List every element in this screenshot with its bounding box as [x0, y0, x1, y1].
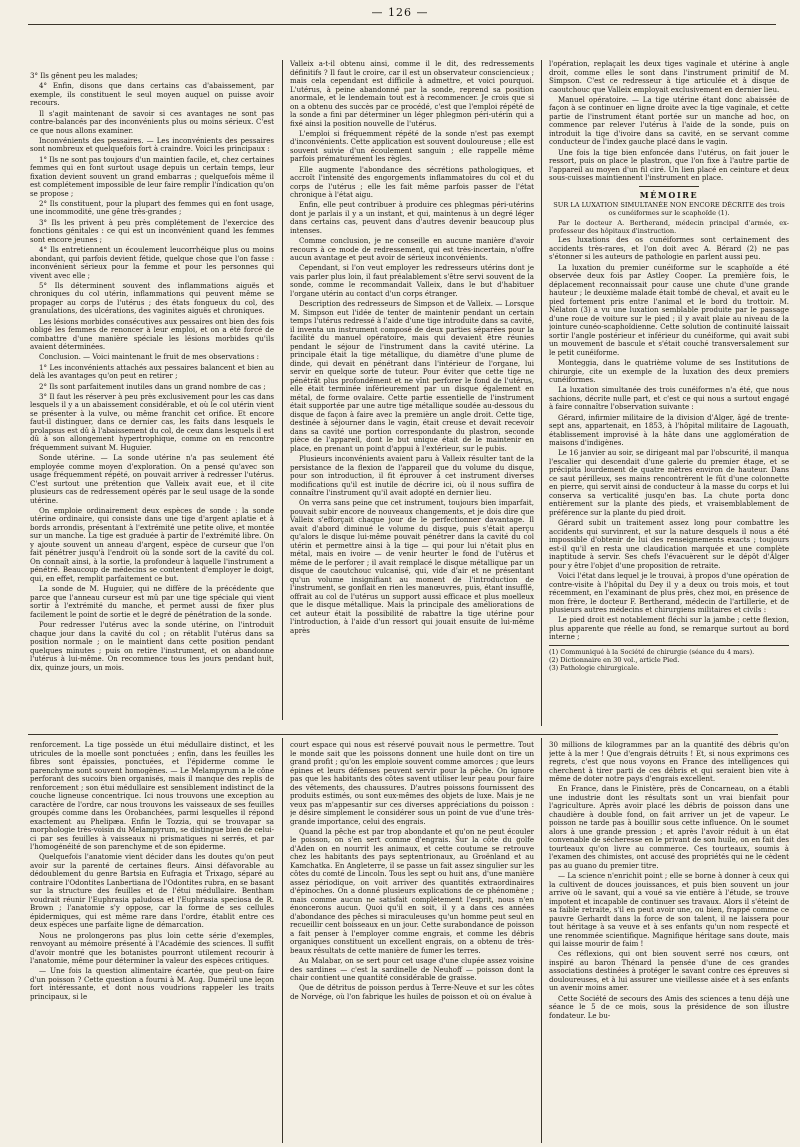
paragraph: Sonde utérine. — La sonde utérine n'a pas seulement été employée comme moyen d'exploration. On a pensé qu'avec son usage fréquemment répété, on pouvait arriver à redresser l'utérus. C'est surtout une prétention que Valleix avait eue, et il cite plusieurs cas de redressement opérés par le seul usage de la sonde utérine.: [30, 453, 274, 505]
paragraph: La luxation du premier cunéiforme sur le scaphoïde a été observée deux fois par Astley Cooper. La première fois, le déplacement reconnaissait pour cause une chute d'une grande hauteur ; le deuxième malade était tombé de cheval, et avait eu le pied fortement pris entre l'animal et le bord du trottoir. M. Nélaton (3) a vu une luxation semblable produite par le passage d'une roue de voiture sur le pied ; il y avait plaie au niveau de la jointure cunéo-scaphoïdienne. Cette solution de continuité laissait sortir l'angle postérieur et inférieur du cunéiforme, qui avait subi un mouvement de bascule et s'était couché transversalement sur le petit cunéiforme.: [549, 262, 789, 357]
paragraph: court espace qui nous est réservé pouvait nous le permettre. Tout le monde sait que les poissons donnent une huile dont on tire un grand profit ; qu'on les emploie souvent comme amorces ; que leurs épines et leurs défenses peuvent servir pour la pêche. On ignore pas que les habitants des côtes savent utiliser leur peau pour faire des vêtements, des chaussures. D'autres poissons fournissent des produits estimés, ou sont eux-mêmes des objets de luxe. Mais je ne veux pas m'appesantir sur ces diverses appréciations du poisson : je désire simplement le considérer sous un point de vue d'une très-grande importance, celui des engrais.: [290, 741, 534, 826]
header-rule: [28, 24, 776, 25]
paragraph: 30 millions de kilogrammes par an la quantité des débris qu'on jette à la mer ! Que d'engrais détruits ! Et, si nous exprimons ces regrets, c'est que nous voyons en France des intelligences qui cherchent à tirer parti de ces débris et qui seraient bien vite à même de doter notre pays d'engrais excellent.: [549, 741, 789, 783]
paragraph: Les luxations des os cunéiformes sont certainement des accidents très-rares, et l'on doit avec A. Bérard (2) ne pas s'étonner si les auteurs de pathologie en parlent aussi peu.: [549, 235, 789, 262]
column-1: [30, 72, 274, 714]
paragraph: Une fois la tige bien enfoncée dans l'utérus, on fait jouer le ressort, puis on place le plastron, que l'on fixe à l'autre partie de l'appareil au moyen d'un fil ciré. Un lien placé en ceinture et deux sous-cuisses maintiennent l'instrument en place.: [549, 147, 789, 183]
paragraph: En France, dans le Finistère, près de Concarneau, on a établi une industrie dont les résultats sont un vrai bienfait pour l'agriculture. Après avoir placé les débris de poisson dans une chaudière à double fond, on fait arriver un jet de vapeur. Le poisson ne tarde pas à bouillir sous cette influence. On le soumet alors à une grande pression ; et après l'avoir réduit à un état convenable de sécheresse en le privant de son huile, on en fait des tourteaux qu'on livre au commerce. Ces tourteaux, soumis à l'examen des chimistes, ont accusé des propriétés qui ne le cèdent pas au guano du premier titre.: [549, 784, 789, 870]
memoir-heading: MÉMOIRE: [639, 189, 699, 200]
column-3-intro: [549, 60, 789, 183]
section-divider: [28, 734, 778, 735]
paragraph: Le pied droit est notablement fléchi sur la jambe ; cette flexion, plus apparente que réelle au fond, se remarque surtout au bord interne ;: [549, 615, 789, 642]
paragraph: Cette Société de secours des Amis des sciences a tenu déjà une séance le 5 de ce mois, sous la présidence de son illustre fondateur. Le bu-: [549, 993, 789, 1020]
paragraph: 2° Ils sont parfaitement inutiles dans un grand nombre de cas ;: [39, 381, 266, 391]
footnote: (3) Pathologie chirurgicale.: [549, 663, 640, 672]
paragraph: On emploie ordinairement deux espèces de sonde : la sonde utérine ordinaire, qui consiste dans une tige d'argent aplatie et à bords arrondis, présentant à l'extrémité une petite olive, et montée sur un manche. La tige est graduée à partir de l'extrémité libre. On y ajoute souvent un anneau d'argent, espèce de curseur que l'on fait pénétrer jusqu'à l'endroit où la sonde sort de la cavité du col. On connaît ainsi, à la sortie, la profondeur à laquelle l'instrument a pénétré. Beaucoup de médecins se contentent d'employer le doigt, qui, en effet, remplit parfaitement ce but.: [30, 505, 274, 583]
footnote: (2) Dictionnaire en 30 vol., article Pied.: [549, 655, 680, 664]
paragraph: 3° Ils les privent à peu près complétement de l'exercice des fonctions génitales : ce qui est un inconvénient quand les femmes sont encore jeunes ;: [30, 217, 274, 244]
footnotes: [549, 648, 789, 672]
lower-column-1: [30, 741, 274, 1143]
paragraph: 4° Ils entretiennent un écoulement leucorrhéique plus ou moins abondant, qui parfois devient fétide, quelque chose que l'on fasse : inconvénient sérieux pour la femme et pour les personnes qui vivent avec elle ;: [30, 245, 274, 280]
paragraph: Valleix a-t-il obtenu ainsi, comme il le dit, des redressements définitifs ? Il faut le croire, car il est un observateur consciencieux ; mais cela cependant est difficile à admettre, et voici pourquoi. L'utérus, à peine abandonné par la sonde, reprend sa position anormale, et le lendemain tout est à recommencer. Je crois que si on a obtenu des succès par ce procédé, c'est que l'emploi répété de la sonde a fini par déterminer un léger phlegmon péri-utérin qui a fixé ainsi la position nouvelle de l'utérus.: [290, 60, 534, 128]
lower-column-rule-1: [282, 738, 283, 1143]
paragraph: 1° Ils ne sont pas toujours d'un maintien facile, et, chez certaines femmes qui en font surtout usage depuis un certain temps, leur fixation devient souvent un grand embarras ; quelquefois même il est complétement impossible de leur faire remplir l'indication qu'on se propose ;: [30, 154, 274, 198]
paragraph: Nous ne prolongerons pas plus loin cette série d'exemples, renvoyant au mémoire présenté à l'Académie des sciences. Il suffit d'avoir montré que les botanistes pourront utilement recourir à l'anatomie, même pour déterminer la valeur des espèces critiques.: [30, 930, 274, 966]
column-2: [290, 60, 534, 724]
paragraph: La sonde de M. Huguier, qui ne diffère de la précédente que parce que l'anneau curseur est mû par une tige spéciale qui vient sortir à l'extrémité du manche, et permet aussi de fixer plus facilement le point de sortie et le degré de pénétration de la sonde.: [30, 584, 274, 619]
paragraph: Quelquefois l'anatomie vient décider dans les doutes qu'on peut avoir sur la parenté de certaines fleurs. Ainsi défavorable au dédoublement du genre Bartsia en Eufragia et Trixago, séparé au contraire l'Odontites Lanbertiana de l'Odontites rubra, en se basant sur la structure des feuilles et de l'étui médullaire. Bentham voudrait réunir l'Euphrasia paludosa et l'Euphrasia speciosa de R. Brown ; l'anatomie s'y oppose, car la forme de ses cellules épidermiques, qui est même rare dans l'ordre, établit entre ces deux espèces une parfaite ligne de démarcation.: [30, 852, 274, 930]
paragraph: Plusieurs inconvénients avaient paru à Valleix résulter tant de la persistance de la flexion de l'appareil que du volume du disque, pour son introduction, il fit éprouver à cet instrument diverses modifications qu'il est inutile de décrire ici, où il nous suffira de connaître l'instrument qu'il avait adopté en dernier lieu.: [290, 454, 534, 498]
paragraph: Quand la pêche est par trop abondante et qu'on ne peut écouler le poisson, on s'en sert comme d'engrais. Sur la côte du golfe d'Aden on en nourrit les animaux, et cette coutume se retrouve chez les habitants des pays septentrionaux, au Groënland et au Kamchatka. En Angleterre, il se passe un fait assez singulier sur les côtes du comté de Lincoln. Tous les sept ou huit ans, d'une manière assez périodique, on voit arriver des quantités extraordinaires d'épinoches. On a donné plusieurs explications de ce phénomène ; mais comme aucun ne satisfait complètement l'esprit, nous n'en énoncerons aucun. Quoi qu'il en soit, il y a dans ces années d'abondance des pêches si miraculeuses qu'un homme peut seul en recueillir cent boisseaux en un jour. Cette surabondance de poisson a fait penser à l'employer comme engrais, et comme les débris organiques constituent un excellent engrais, on a obtenu de très-beaux résultats de cette manière de fumer les terres.: [290, 826, 534, 955]
paragraph: — Une fois la question alimentaire écartée, que peut-on faire d'un poisson ? Cette question a fourni à M. Aug. Duméril une leçon fort intéressante, et dont nous voudrions rappeler les traits principaux, si le: [30, 966, 274, 1001]
paragraph: l'opération, replaçait les deux tiges vaginale et utérine à angle droit, comme elles le sont dans l'instrument primitif de M. Simpson. C'est ce redresseur à tige articulée et à disque de caoutchouc que Valleix employait exclusivement en dernier lieu.: [549, 60, 789, 94]
paragraph: — La science n'enrichit point ; elle se borne à donner à ceux qui la cultivent de douces jouissances, et puis bien souvent un jour arrive où le savant, qui a voué sa vie entière à l'étude, se trouve impotent et incapable de continuer ses travaux. Alors il s'éteint de sa faible retraite, s'il en peut avoir une, ou bien, frappé comme ce pauvre Gerhardt dans la force de son talent, il ne laissera pour tout héritage à sa veuve et à ses enfants qu'un nom respecté et une renommée scientifique. Magnifique héritage sans doute, mais qui laisse mourir de faim !: [549, 871, 789, 949]
paragraph: Elle augmente l'abondance des sécrétions pathologiques, et accroît l'intensité des engorgements inflammatoires du col et du corps de l'utérus ; elle les fait même parfois passer de l'état chronique à l'état aigu.: [290, 164, 534, 200]
column-rule-1: [282, 60, 283, 720]
paragraph: On verra sans peine que cet instrument, toujours bien imparfait, pouvait subir encore de nouveaux changements, et je dois dire que Valleix s'efforçait chaque jour de le perfectionner davantage. Il avait d'abord diminué le volume du disque, puis s'était aperçu qu'alors le disque lui-même pouvait pénétrer dans la cavité du col utérin et permettre ainsi à la tige — qui pour lui n'était plus en métal, mais en ivoire — de venir heurter le fond de l'utérus et même de le perforer ; il avait remplacé le disque métallique par un disque de caoutchouc vulcanisé, qui, vide d'air et ne présentant qu'un volume insignifiant au moment de l'introduction de l'instrument, se gonflait en rien les manœuvres, puis, étant insufflé, offrait au col de l'utérus un support aussi efficace et plus moelleux que le disque métallique. Mais la principale des améliorations de cet auteur était la possibilité de rabattre la tige utérine pour l'introduction, à l'aide d'un ressort qui jouait ensuite de lui-même après: [290, 498, 534, 635]
paragraph: Manuel opératoire. — La tige utérine étant donc abaissée de façon à se continuer en ligne droite avec la tige vaginale, et cette partie de l'instrument étant portée sur un manche ad hoc, on commence par relever l'utérus à l'aide de la sonde, puis on introduit la tige d'ivoire dans sa cavité, en se servant comme conducteur de l'index gauche placé dans le vagin.: [549, 94, 789, 147]
paragraph: 1° Les inconvénients attachés aux pessaires balancent et bien au delà les avantages qu'on peut en retirer ;: [30, 362, 274, 381]
paragraph: Gérard, infirmier militaire de la division d'Alger, âgé de trente-sept ans, appartenait, en 1853, à l'hôpital militaire de Lagouath, établissement improvisé à la hâte dans une agglomération de maisons d'indigènes.: [549, 412, 789, 448]
paragraph: Enfin, elle peut contribuer à produire ces phlegmas péri-utérins dont je parlais il y a un instant, et qui, maintenus à un degré léger dans certains cas, peuvent dans d'autres devenir beaucoup plus intenses.: [290, 200, 534, 235]
paragraph: 3° Ils gênent peu les malades;: [30, 72, 138, 80]
paragraph: 4° Enfin, disons que dans certains cas d'abaissement, par exemple, ils constituent le seul moyen auquel on puisse avoir recours.: [30, 81, 274, 108]
paragraph: Que de détritus de poisson perdus à Terre-Neuve et sur les côtes de Norvége, où l'on fabrique les huiles de poisson et où on évalue à: [290, 983, 534, 1001]
paragraph: Les lésions morbides consécutives aux pessaires ont bien des fois obligé les femmes de renoncer à leur emploi, et on a été forcé de combattre d'une manière spéciale les lésions morbides qu'ils avaient déterminées.: [30, 316, 274, 352]
section-rule: [639, 186, 699, 187]
paragraph: Inconvénients des pessaires. — Les inconvénients des pessaires sont nombreux et quelquefois fort à craindre. Voici les principaux :: [30, 135, 274, 154]
column-3-memoir-body: [549, 236, 789, 641]
paragraph: Cependant, si l'on veut employer les redresseurs utérins dont je vais parler plus loin, il faut préalablement s'être servi souvent de la sonde, comme le recommandait Valleix, dans le but d'habituer l'organe utérin au contact d'un corps étranger.: [290, 263, 534, 298]
paragraph: Au Malabar, on se sert pour cet usage d'une clupée assez voisine des sardines — c'est la sardinelle de Neuhoff — poisson dont la chair contient une quantité considérable de graisse.: [290, 956, 534, 983]
paragraph: L'emploi si fréquemment répété de la sonde n'est pas exempt d'inconvénients. Cette application est souvent douloureuse ; elle est souvent suivie d'un écoulement sanguin ; elle rappelle même parfois prématurément les règles.: [290, 128, 534, 164]
memoir-subtitle: SUR LA LUXATION SIMULTANÉE NON ENCORE DÉCRITE des trois os cunéiformes sur le scaphoïde (1).: [553, 200, 785, 217]
paragraph: Conclusion. — Voici maintenant le fruit de mes observations :: [39, 352, 260, 362]
paragraph: La luxation simultanée des trois cunéiformes n'a été, que nous sachions, décrite nulle part, et c'est ce qui nous a surtout engagé à faire connaître l'observation suivante :: [549, 385, 789, 412]
column-rule-2: [541, 60, 542, 726]
paragraph: 5° Ils déterminent souvent des inflammations aiguës et chroniques du col utérin, inflammations qui peuvent même se propager au corps de l'utérus ; des états fongueux du col, des granulations, des ulcérations, des vaginites aiguës et chroniques.: [30, 280, 274, 316]
paragraph: 2° Ils constituent, pour la plupart des femmes qui en font usage, une incommodité, une gêne très-grandes ;: [30, 198, 274, 217]
paragraph: Ces réflexions, qui ont bien souvent serré nos cœurs, ont inspiré au baron Thénard la pensée d'une de ces grandes associations destinées à protéger le savant contre ces épreuves si douloureuses, et à lui assurer une vieillesse aisée et à ses enfants un avenir moins amer.: [549, 949, 789, 993]
lower-column-rule-2: [541, 738, 542, 1143]
footnote: (1) Communiqué à la Société de chirurgie (séance du 4 mars).: [549, 647, 755, 656]
lower-column-3: [549, 741, 789, 1143]
lower-column-2: [290, 741, 534, 1143]
page-number: — 126 —: [371, 6, 429, 19]
paragraph: 3° Il faut les réserver à peu près exclusivement pour les cas dans lesquels il y a un abaissement considérable, et où le col utérin vient se présenter à la vulve, ou même franchit cet orifice. Et encore faut-il distinguer, dans ce dernier cas, les faits dans lesquels le prolapsus est dû à l'abaissement du col, de ceux dans lesquels il est dû à son allongement hypertrophique, comme on en rencontre fréquemment suivant M. Huguier.: [30, 391, 274, 452]
footnote-rule: [549, 645, 789, 646]
memoir-author: Par le docteur A. Bertherand, médecin principal d'armée, ex-professeur des hôpitaux d'instruction.: [549, 218, 789, 235]
paragraph: Voici l'état dans lequel je le trouvai, à propos d'une opération de contre-visite à l'hôpital du Dey il y a deux ou trois mois, et tout récemment, en l'examinant de plus près, chez moi, en présence de mon frère, le docteur F. Bertherand, médecin de l'artillerie, et de plusieurs autres médecins et chirurgiens militaires et civils :: [549, 571, 789, 615]
paragraph: Comme conclusion, je ne conseille en aucune manière d'avoir recours à ce mode de redressement, qui est très-incertain, n'offre aucun avantage et peut avoir de sérieux inconvénients.: [290, 236, 534, 263]
paragraph: renforcement. La tige possède un étui médullaire distinct, et les utricules de la moelle sont ponctuées ; enfin, dans les feuilles les fibres sont épaissies, ponctuées, et l'épiderme comme le parenchyme sont souvent homogènes. — Le Melampyrum a le cône perforant des sucoirs bien organisés, mais il manque des replis de renforcement ; son étui médullaire est sensiblement indistinct de la couche ligneuse concentrique. Ici nous trouvons une exception au caractère de l'ordre, car nous trouvons les vaisseaux de ses feuilles groupés comme dans les Orobanchées, parmi lesquelles il répond exactement au Phelipæa. Enfin le Tozzia, qui se trouvapar sa morphologie très-voisin du Melampyrum, se distingue bien de celui-ci par ses feuilles à vaisseaux ni prismatiques ni serrés, et par l'homogénéité de son parenchyme et de son épiderme.: [30, 741, 274, 851]
paragraph: Il s'agit maintenant de savoir si ces avantages ne sont pas contre-balancés par des inconvénients plus ou moins sérieux. C'est ce que nous allons examiner.: [30, 108, 274, 135]
column-3: [549, 60, 789, 730]
paragraph: Monteggia, dans le quatrième volume de ses Institutions de chirurgie, cite un exemple de la luxation des deux premiers cunéiformes.: [549, 358, 789, 385]
paragraph: Description des redresseurs de Simpson et de Valleix. — Lorsque M. Simpson eut l'idée de tenter de maintenir pendant un certain temps l'utérus redressé à l'aide d'une tige introduite dans sa cavité, il inventa un instrument composé de deux parties séparées pour la facilité du manuel opératoire, mais qui devaient être réunies pendant le séjour de l'instrument dans la cavité utérine. La principale était la tige métallique, du diamètre d'une plume de dinde, qui devait en pénétrant dans l'intérieur de l'organe, lui servir en quelque sorte de tuteur. Pour éviter que cette tige ne pénétrât plus profondément et ne vînt perforer le fond de l'utérus, elle était terminée inférieurement par un disque également en métal, de forme ovalaire. Cette partie essentielle de l'instrument était supportée par une autre tige métallique soudée au-dessous du disque de façon à faire avec la première un angle droit. Cette tige, destinée à séjourner dans le vagin, était creuse et devait recevoir dans sa cavité une portion correspondante du plastron, seconde pièce de l'appareil, dont le but unique était de le maintenir en place, en prenant un point d'appui à l'extérieur, sur le pubis.: [290, 299, 534, 453]
paragraph: Gérard subit un traitement assez long pour combattre les accidents qui survinrent, et sur la nature desquels il nous a été impossible d'obtenir de lui des renseignements exacts ; toujours est-il qu'il en resta une claudication marquée et une complète inaptitude à servir. Ses chefs l'évacuèrent sur le dépôt d'Alger pour y être l'objet d'une proposition de retraite.: [549, 518, 789, 570]
paragraph: Le 16 janvier au soir, se dirigeant mal par l'obscurité, il manqua l'escalier qui descendait d'une galerie du premier étage, et se précipita lourdement de quatre mètres environ de hauteur. Dans ce saut périlleux, ses mains rencontrèrent le fût d'une colonnette en pierre, qui servit ainsi de conducteur à la masse du corps et lui conserva sa verticalité jusqu'en bas. La chute porta donc entièrement sur la plante des pieds, et vraisemblablement de préférence sur la plante du pied droit.: [549, 448, 789, 517]
paragraph: Pour redresser l'utérus avec la sonde utérine, on l'introduit chaque jour dans la cavité du col ; on rétablit l'utérus dans sa position normale ; on le maintient dans cette position pendant quelques minutes ; puis on retire l'instrument, et on abandonne l'utérus à lui-même. On recommence tous les jours pendant huit, dix, quinze jours, un mois.: [30, 620, 274, 672]
